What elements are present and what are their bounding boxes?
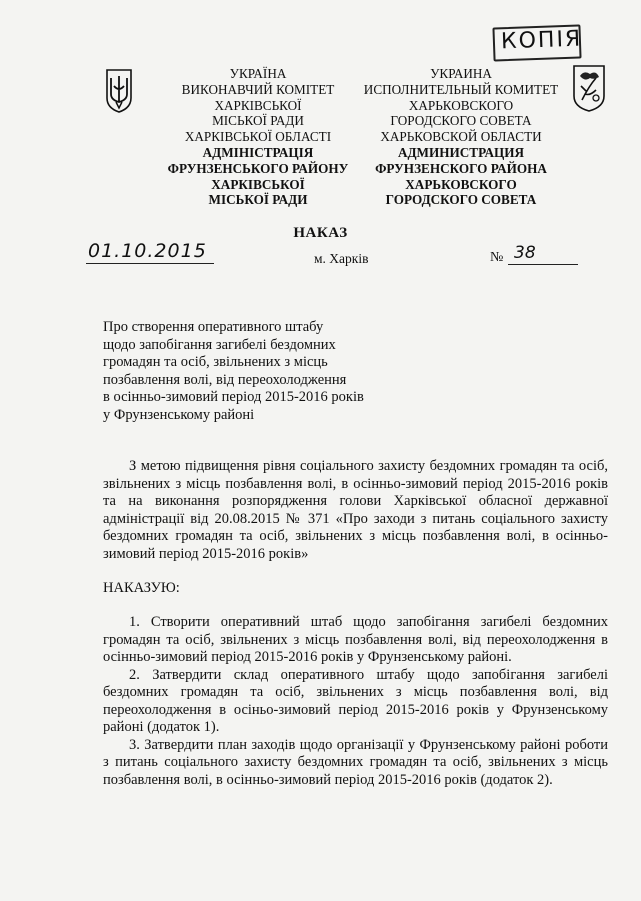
kharkiv-city-coat-of-arms-icon <box>572 64 606 112</box>
header-bold-line: АДМИНИСТРАЦИЯ <box>397 144 525 160</box>
subject-line: позбавлення волі, від переохолодження <box>103 371 347 388</box>
number-underline <box>508 264 578 265</box>
stamp-text: КОПІЯ <box>500 26 583 55</box>
date-underline <box>86 263 214 264</box>
order-items <box>103 614 608 789</box>
document-date: 01.10.2015 <box>88 240 207 262</box>
document-city: м. Харків <box>314 251 369 266</box>
header-line: УКРАЇНА <box>229 66 287 81</box>
header-right <box>346 66 576 208</box>
header-line: УКРАИНА <box>430 66 492 81</box>
header-bold-line: АДМІНІСТРАЦІЯ <box>202 144 314 160</box>
header-bold-line: ХАРКІВСЬКОЇ <box>211 176 305 192</box>
header-line: ХАРЬКОВСКОГО <box>408 97 514 113</box>
header-line: ХАРКІВСЬКОЇ ОБЛАСТІ <box>184 129 332 145</box>
header-bold-line: ФРУНЗЕНСЬКОГО РАЙОНУ <box>167 160 349 176</box>
header-line: ИСПОЛНИТЕЛЬНЫЙ КОМИТЕТ <box>363 81 559 97</box>
header-left <box>148 66 368 208</box>
document-title: НАКАЗ <box>293 225 348 241</box>
subject-line: громадян та осіб, звільнених з місць <box>103 354 328 370</box>
subject-line: щодо запобігання загибелі бездомних <box>103 336 336 353</box>
header-line: ХАРКІВСЬКОЇ <box>214 97 302 113</box>
header-bold-line: ГОРОДСКОГО СОВЕТА <box>385 192 537 208</box>
header-line: МІСЬКОЇ РАДИ <box>212 113 304 129</box>
order-item: 2. Затвердити склад оперативного штабу щодо запобігання загибелі бездомних громадян та осіб, звільнених з місць позбавлення волі, від переохолодження в осіньо-зимовий період 2015-2016 років у Фрунзенському районі (додаток 1). <box>103 666 608 735</box>
order-item: 3. Затвердити план заходів щодо організації у Фрунзенському районі роботи з питань соціального захисту бездомних громадян та осіб, звільнених з місць позбавлення волі, в осінньо-зимовий період 2015-2016 років (додаток 2). <box>103 736 608 788</box>
header-line: ХАРЬКОВСКОЙ ОБЛАСТИ <box>380 129 542 145</box>
copy-stamp <box>493 26 583 60</box>
header-line: ВИКОНАВЧИЙ КОМІТЕТ <box>181 81 335 97</box>
preamble-paragraph: З метою підвищення рівня соціального захисту бездомних громадян та осіб, звільнених з місць позбавлення волі, в осінньо-зимовий період 2015-2016 років та на виконання розпорядження голови Харківської обласної державної адміністрації від 20.08.2015 № 371 «Про заходи з питань соціального захисту бездомних громадян та осіб, звільнених з місць позбавлення волі, в осінньо-зимовий період 2015-2016 років» <box>103 458 608 562</box>
header-bold-line: ХАРЬКОВСКОГО <box>405 176 517 192</box>
subject-line: в осінньо-зимовий період 2015-2016 років <box>103 389 364 405</box>
header-bold-line: МІСЬКОЇ РАДИ <box>208 192 308 208</box>
order-heading: НАКАЗУЮ: <box>103 580 180 596</box>
number-label: № <box>490 250 504 265</box>
subject-line: у Фрунзенському районі <box>103 406 255 423</box>
order-item: 1. Створити оперативний штаб щодо запобігання загибелі бездомних громадян та осіб, звільнених з місць позбавлення волі, від переохолодження в осінньо-зимовий період 2015-2016 років у Фрунзенському районі. <box>103 614 608 665</box>
trident-coat-of-arms-icon <box>105 68 133 114</box>
document-subject <box>103 319 364 424</box>
header-bold-line: ФРУНЗЕНСКОГО РАЙОНА <box>375 160 547 176</box>
header-line: ГОРОДСКОГО СОВЕТА <box>390 113 532 129</box>
subject-line: Про створення оперативного штабу <box>103 319 324 335</box>
document-number: 38 <box>514 243 536 263</box>
